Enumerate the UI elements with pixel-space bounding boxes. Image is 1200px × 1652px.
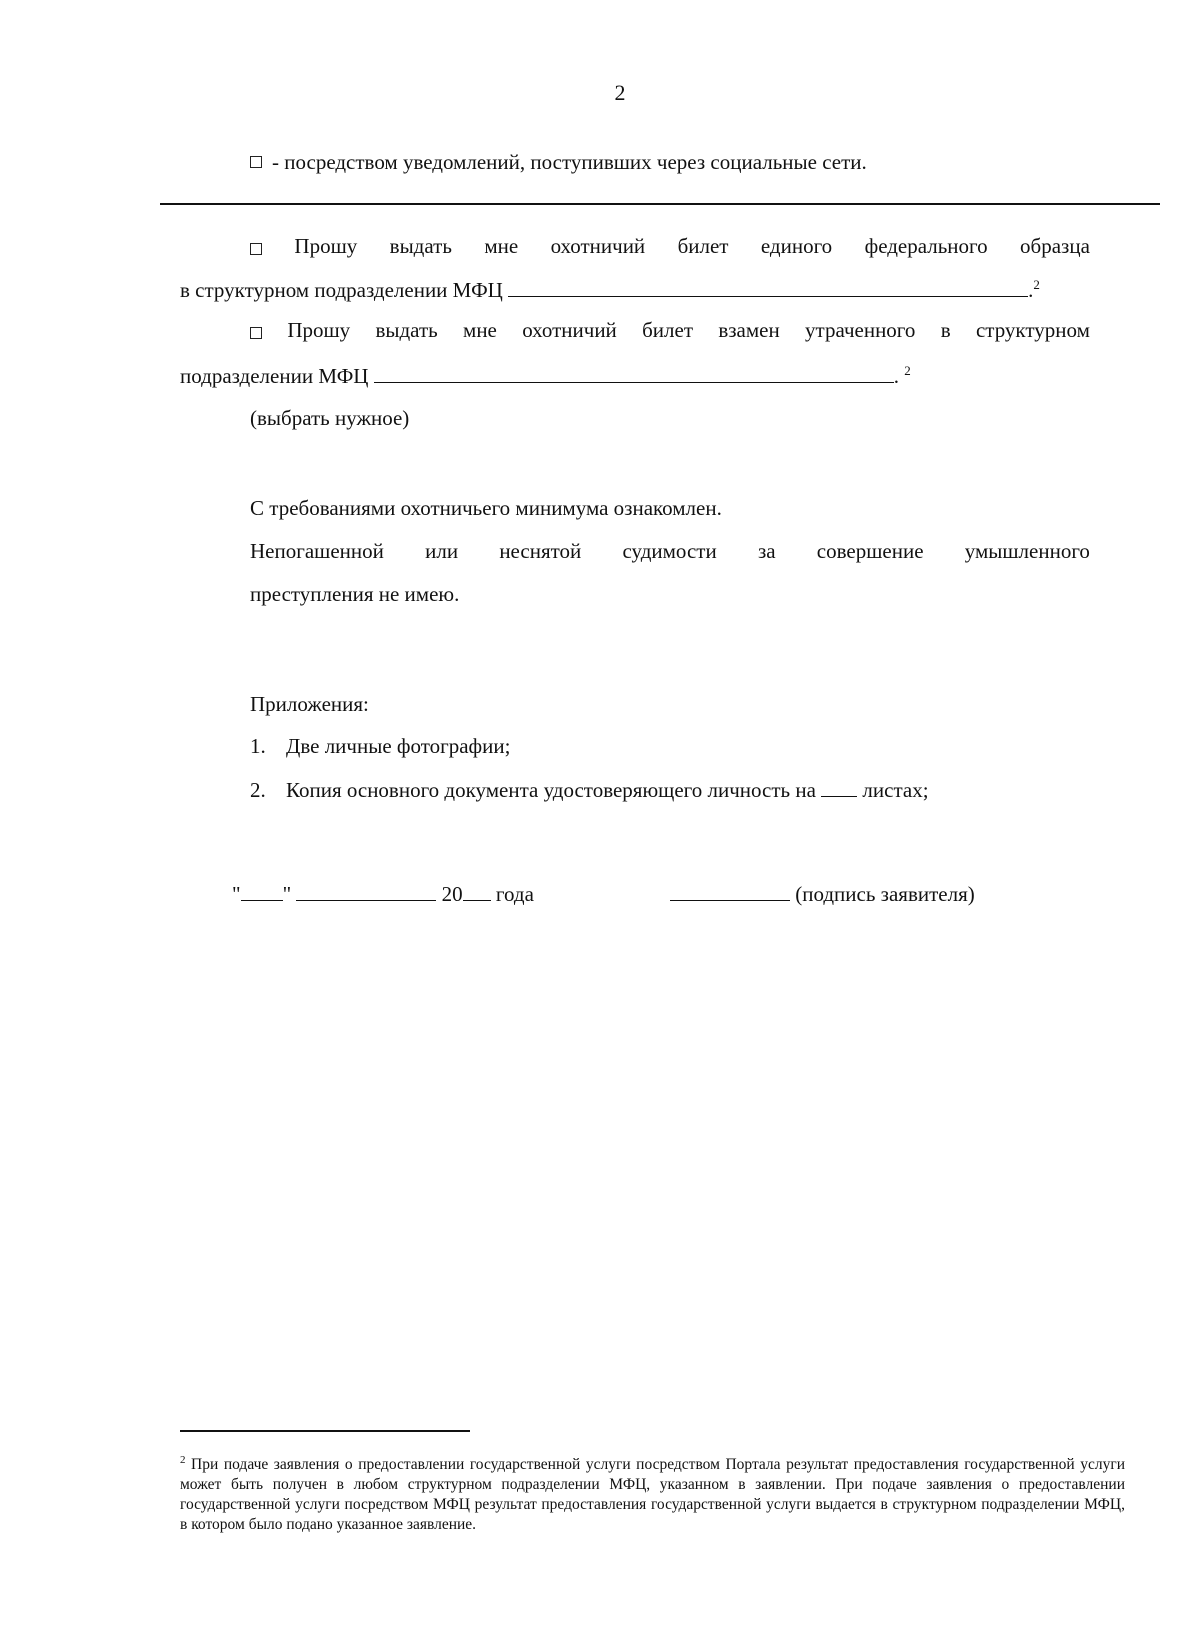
quote-open: ": [232, 882, 241, 906]
mfc-location-field[interactable]: [508, 276, 1028, 297]
end-mark: .: [893, 364, 899, 388]
attachment-item: [250, 776, 929, 803]
attachment-text: Копия основного документа удостоверяющего личность на: [286, 778, 816, 802]
hunting-minimum-statement: С требованиями охотничьего минимума ознакомлен.: [250, 496, 722, 520]
request2-line2: [180, 362, 911, 389]
word: мне: [484, 234, 519, 258]
end-mark: .: [1028, 278, 1034, 302]
word: единого: [760, 234, 833, 258]
word: за: [757, 539, 776, 563]
word: структурном: [975, 318, 1090, 342]
year-prefix: 20: [441, 882, 463, 906]
day-field[interactable]: [241, 880, 283, 901]
quote-close: ": [282, 882, 292, 906]
page-number: 2: [614, 80, 626, 105]
word: утраченного: [805, 318, 916, 342]
word: мне: [463, 318, 497, 342]
notification-option-label: - посредством уведомлений, поступивших через социальные сети.: [272, 150, 867, 174]
word: Непогашенной: [250, 539, 384, 563]
checkbox-icon[interactable]: [250, 243, 262, 255]
checkbox-icon[interactable]: [250, 156, 262, 168]
attachments-title: Приложения:: [250, 692, 369, 716]
request-option-new-license[interactable]: [250, 234, 1090, 259]
footnote: [180, 1450, 1125, 1535]
attachment-text: Две личные фотографии;: [286, 734, 511, 758]
word: Прошу: [287, 318, 351, 342]
request1-location-label: в структурном подразделении МФЦ: [180, 278, 503, 302]
month-field[interactable]: [296, 880, 436, 901]
word: в: [940, 318, 951, 342]
word: выдать: [389, 234, 452, 258]
footnote-number: 2: [180, 1454, 186, 1466]
signature-label: (подпись заявителя): [795, 882, 975, 906]
word: билет: [677, 234, 729, 258]
word: взамен: [718, 318, 780, 342]
word: охотничий: [550, 234, 646, 258]
no-conviction-statement-line2: преступления не имею.: [250, 582, 460, 606]
page-count-field[interactable]: [821, 776, 857, 797]
attachment-item: [250, 734, 510, 759]
word: или: [425, 539, 459, 563]
request2-location-label: подразделении МФЦ: [180, 364, 369, 388]
attachment-number: 1.: [250, 734, 266, 758]
mfc-location-field[interactable]: [374, 362, 894, 383]
signature-field[interactable]: [670, 880, 790, 901]
section-divider: [160, 203, 1160, 205]
footnote-text: При подаче заявления о предоставлении государственной услуги посредством Портала результат предоставления государственной услуги может быть получен в любом структурном подразделении МФЦ, указанном в заявлении. При подаче заявления о предоставлении государственной услуги посредством МФЦ результат предоставления государственной услуги выдается в структурном подразделении МФЦ, в котором было подано указанное заявление.: [180, 1456, 1125, 1534]
word: билет: [642, 318, 694, 342]
word: выдать: [375, 318, 438, 342]
no-conviction-statement: [250, 539, 1090, 564]
choose-note: (выбрать нужное): [250, 406, 410, 430]
checkbox-icon[interactable]: [250, 327, 262, 339]
word: совершение: [816, 539, 924, 563]
footnote-ref[interactable]: 2: [904, 363, 911, 378]
footnote-separator: [180, 1430, 470, 1432]
word: Прошу: [294, 234, 358, 258]
date-signature-line: [232, 880, 534, 907]
word: судимости: [622, 539, 717, 563]
word: образца: [1020, 234, 1090, 258]
year-word: года: [495, 882, 534, 906]
word: охотничий: [522, 318, 617, 342]
word: умышленного: [964, 539, 1090, 563]
word: федерального: [864, 234, 988, 258]
request1-line2: [180, 276, 1040, 303]
applicant-signature: [670, 880, 975, 907]
word: неснятой: [499, 539, 582, 563]
request-option-replacement-license[interactable]: [250, 318, 1090, 343]
footnote-ref[interactable]: 2: [1033, 277, 1040, 292]
notification-option-social[interactable]: [250, 150, 867, 175]
year-field[interactable]: [463, 880, 491, 901]
attachment-text-end: листах;: [862, 778, 929, 802]
attachment-number: 2.: [250, 778, 266, 802]
